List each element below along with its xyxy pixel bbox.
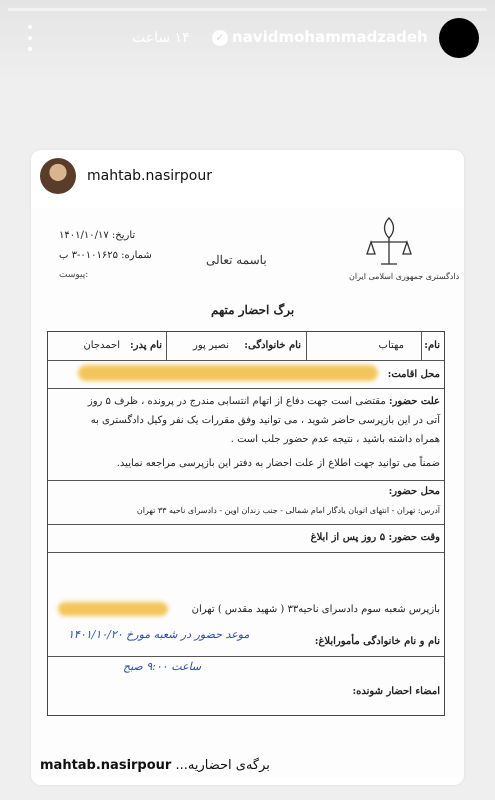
summons-table (47, 331, 445, 716)
caption-text: ...برگه‌ی احضاریه (175, 758, 270, 773)
post-username[interactable]: mahtab.nasirpour (87, 168, 212, 184)
residence-row (48, 360, 444, 389)
father-label: نام پدر: (129, 340, 162, 351)
handwritten-time: ساعت ۹:۰۰ صبح (123, 660, 202, 673)
check-icon: ✓ (212, 30, 228, 46)
office-text: بازپرس شعبه سوم دادسرای ناحیه۳۳ ( شهید مقدس ) تهران (191, 604, 440, 615)
officer-label: نام و نام خانوادگی مأمورابلاغ: (314, 636, 440, 647)
name-row (48, 332, 444, 361)
signature-label: امضاء احضار شونده: (352, 686, 440, 697)
doc-issuer: دادگستری جمهوری اسلامی ایران (349, 272, 460, 281)
doc-date: تاریخ: ۱۴۰۱/۱۰/۱۷ (59, 230, 136, 241)
judiciary-emblem-icon (361, 214, 417, 270)
redaction-mark (78, 365, 378, 381)
reason-row (48, 388, 444, 481)
doc-number: شماره: ۰۱۰۱۶۲۵-۳ ب (59, 250, 152, 261)
redaction-mark (58, 602, 168, 616)
reason-text-4: ضمناً می توانید جهت اطلاع از علت احضار به دفتر این بازپرسی مراجعه نمایید. (116, 458, 440, 469)
signature-row (48, 656, 444, 714)
family-label: نام خانوادگی: (244, 340, 301, 351)
summons-document (31, 208, 464, 778)
handwritten-date: موعد حضور در شعبه مورخ ۱۴۰۱/۱۰/۲۰ (68, 628, 250, 641)
place-label: محل حضور: (388, 486, 440, 497)
more-options-icon[interactable] (22, 25, 38, 51)
avatar[interactable] (439, 18, 479, 58)
time-text: وقت حضور: ۵ روز پس از ابلاغ (310, 532, 440, 543)
place-row (48, 480, 444, 525)
residence-label: محل اقامت: (387, 369, 440, 380)
reason-text-1: علت حضور: مقتضی است جهت دفاع از اتهام انتسابی مندرج در پرونده ، ظرف ۵ روز (87, 396, 440, 407)
family-value: نصیر پور (193, 340, 229, 351)
story-progress-bar (8, 8, 487, 11)
reason-text-3: همراه داشته باشید ، نتیجه عدم حضور جلب است . (230, 434, 440, 445)
name-label: نام: (424, 340, 440, 351)
name-value: مهتاب (378, 340, 404, 351)
story-time: ۱۴ ساعت (132, 30, 190, 46)
office-row (48, 552, 444, 657)
time-row (48, 524, 444, 553)
doc-basmala: باسمه تعالی (206, 253, 267, 267)
caption-username[interactable]: mahtab.nasirpour (40, 758, 172, 773)
post-caption (40, 758, 270, 773)
doc-attachment: پیوست: (59, 270, 89, 280)
post-avatar[interactable] (40, 158, 76, 194)
address-text: آدرس: تهران - انتهای اتوبان یادگار امام شمالی - جنب زندان اوین - دادسرای ناحیه ۳۳ تهران (136, 506, 440, 515)
story-header (0, 0, 495, 80)
doc-title: برگ احضار متهم (211, 303, 295, 317)
reason-text-2: آتی در این بازپرسی حاضر شوید ، می توانید وفق مقررات یک نفر وکیل دادگستری به (90, 415, 440, 426)
shared-post-card[interactable] (31, 150, 464, 785)
father-value: احمدجان (83, 340, 120, 351)
story-username[interactable]: navidmohammadzadeh (232, 28, 428, 46)
